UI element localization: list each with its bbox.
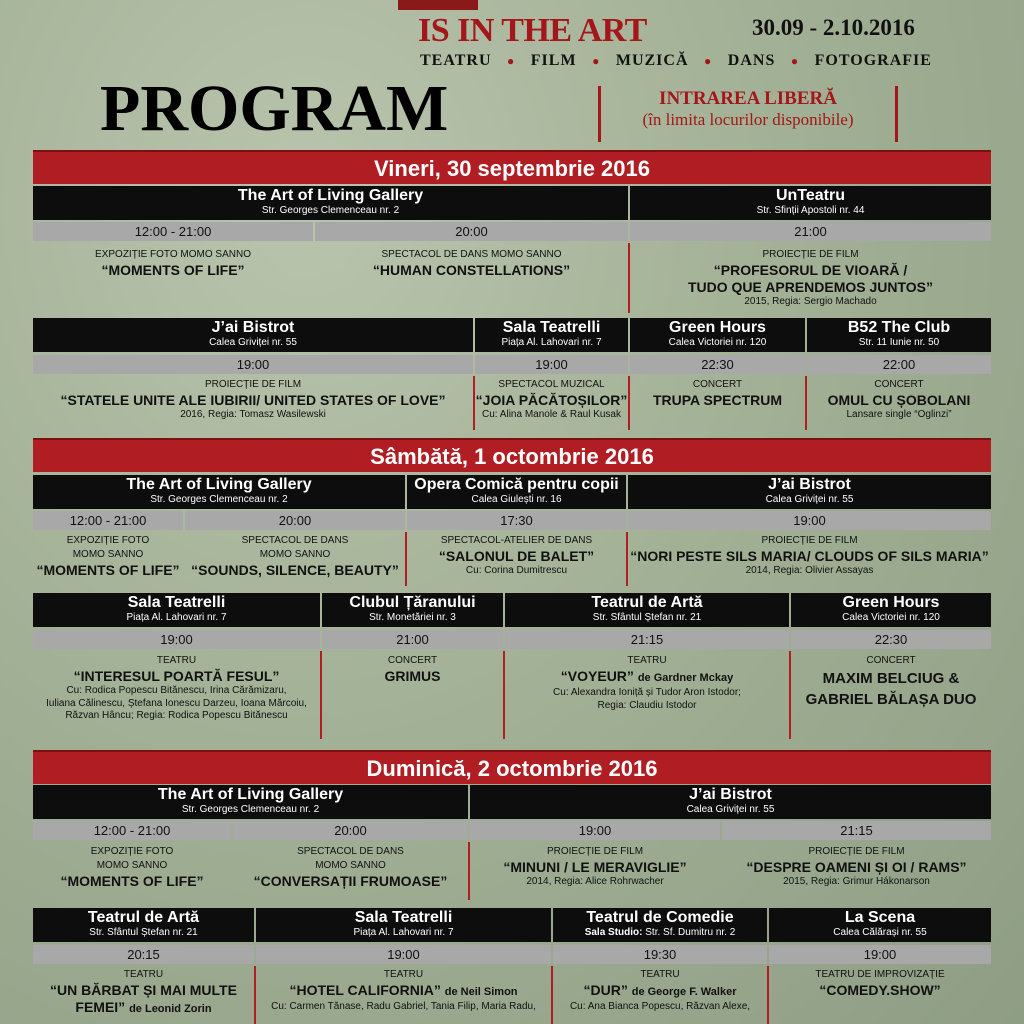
- event: [628, 534, 991, 578]
- program-heading: PROGRAM: [100, 72, 449, 145]
- event-author: de Neil Simon: [444, 986, 518, 998]
- free-entry-box: [598, 86, 898, 142]
- event: [475, 378, 628, 422]
- event-details: Cu: Alina Manole & Raul Kusak: [482, 409, 621, 420]
- venue-address: Str. Sfântul Ștefan nr. 21: [592, 612, 702, 623]
- venue-header: [807, 318, 991, 352]
- venue-name: J’ai Bistrot: [211, 319, 295, 336]
- time-slot: 20:15: [33, 945, 254, 964]
- event-title: “HOTEL CALIFORNIA”: [289, 982, 441, 998]
- venue-header: [630, 186, 991, 220]
- event-details: Cu: Carmen Tănase, Radu Gabriel, Tania Filip, Maria Radu,: [271, 1001, 536, 1012]
- event-category: CONCERT: [692, 379, 743, 390]
- event-details: Lansare single “Oglinzi”: [846, 409, 952, 420]
- event-category: SPECTACOL DE DANS MOMO SANNO: [381, 249, 562, 260]
- venue-header: [33, 318, 473, 352]
- venue-header: [630, 318, 805, 352]
- category-item: DANS: [727, 52, 776, 69]
- venue-address: Piața Al. Lahovari nr. 7: [126, 612, 227, 623]
- event-details: 2014, Regia: Alice Rohrwacher: [526, 876, 664, 887]
- venue-hall: Sala Studio:: [584, 927, 643, 938]
- venue-address: Str. Georges Clemenceau nr. 2: [261, 205, 400, 216]
- day-header: Vineri, 30 septembrie 2016: [33, 150, 991, 184]
- category-item: TEATRU: [420, 52, 492, 69]
- event-title: “UN BĂRBAT ȘI MAI MULTE: [50, 982, 237, 998]
- event: [233, 845, 468, 890]
- venue-address: Calea Griviței nr. 55: [686, 804, 775, 815]
- event-category: TEATRU: [383, 969, 424, 980]
- event-category: SPECTACOL MUZICAL: [498, 379, 605, 390]
- event: [256, 968, 551, 1014]
- event-details: 2016, Regia: Tomasz Wasilewski: [180, 409, 326, 420]
- event: [807, 378, 991, 422]
- venue-address: Str. 11 Iunie nr. 50: [858, 337, 940, 348]
- event: [722, 845, 991, 889]
- venue-address: Str. Monetăriei nr. 3: [369, 612, 456, 623]
- event-category: PROIECȚIE DE FILM: [761, 535, 858, 546]
- event: [33, 654, 320, 723]
- event-title: “HUMAN CONSTELLATIONS”: [372, 262, 571, 278]
- time-slot: 17:30: [407, 511, 626, 530]
- time-slot: 19:00: [470, 821, 720, 840]
- venue-address: Str. Georges Clemenceau nr. 2: [150, 494, 288, 505]
- time-slot: 19:00: [475, 355, 628, 374]
- event-category: SPECTACOL DE DANS: [297, 846, 404, 857]
- event-details: Cu: Rodica Popescu Bitănescu, Irina Cărămizaru,: [66, 685, 287, 696]
- event-author: de Gardner Mckay: [637, 672, 734, 684]
- event-category: MOMO SANNO: [315, 860, 386, 871]
- time-slot: 20:00: [315, 222, 628, 241]
- event: [33, 248, 313, 279]
- event-category: PROIECȚIE DE FILM: [204, 379, 302, 390]
- event-title: “CONVERSAȚII FRUMOASE”: [253, 873, 448, 889]
- event-title: “MINUNI / LE MERAVIGLIE”: [503, 859, 687, 875]
- bullet-icon: ●: [592, 53, 601, 68]
- event-details: Cu: Alexandra Ioniță și Tudor Aron Istodor;: [553, 687, 741, 698]
- venue-address: Str. Sf. Dumitru nr. 2: [645, 927, 736, 938]
- time-slot: 12:00 - 21:00: [33, 222, 313, 241]
- venue-name: UnTeatru: [775, 187, 846, 204]
- category-list: [420, 52, 932, 70]
- event: [470, 845, 720, 889]
- event-author: de George F. Walker: [631, 986, 737, 998]
- venue-address: Calea Victoriei nr. 120: [668, 337, 767, 348]
- event: [769, 968, 991, 999]
- time-slot: 21:00: [630, 222, 991, 241]
- event-category: TEATRU: [640, 969, 680, 980]
- event-title: OMUL CU ȘOBOLANI: [827, 392, 971, 408]
- event-details: Răzvan Hâncu; Regia: Rodica Popescu Bitănescu: [65, 710, 288, 721]
- venue-header: [256, 908, 551, 942]
- event-category: TEATRU DE IMPROVIZAȚIE: [815, 969, 945, 980]
- venue-address: Calea Griviței nr. 55: [765, 494, 854, 505]
- event: [630, 248, 991, 309]
- event-details: Regia: Claudiu Istodor: [597, 699, 697, 711]
- event: [33, 845, 231, 890]
- time-slot: 22:30: [791, 630, 991, 649]
- venue-header: [505, 593, 789, 627]
- venue-address: Str. Sfinții Apostoli nr. 44: [756, 205, 865, 216]
- venue-name: B52 The Club: [847, 319, 951, 336]
- event-title: “MOMENTS OF LIFE”: [36, 562, 180, 578]
- event: [33, 968, 254, 1018]
- venue-address: Calea Griviței nr. 55: [209, 337, 297, 348]
- event-details: Cu: Corina Dumitrescu: [465, 565, 568, 576]
- event-details: 2015, Regia: Sergio Machado: [744, 296, 877, 307]
- festival-dates: 30.09 - 2.10.2016: [752, 15, 915, 40]
- venue-header: [33, 593, 320, 627]
- category-item: FOTOGRAFIE: [814, 52, 932, 69]
- time-slot: 19:30: [553, 945, 767, 964]
- venue-address: Calea Victoriei nr. 120: [842, 612, 940, 623]
- event-category: TEATRU: [156, 655, 197, 666]
- venue-address: Str. Sfântul Ștefan nr. 21: [89, 927, 198, 938]
- venue-name: Sala Teatrelli: [354, 909, 453, 926]
- event-category: CONCERT: [874, 379, 924, 390]
- event-title: TUDO QUE APRENDEMOS JUNTOS”: [687, 279, 934, 295]
- festival-title: IS IN THE ART: [418, 12, 647, 49]
- event-title: “DUR”: [583, 982, 628, 998]
- event: [315, 248, 628, 279]
- venue-name: The Art of Living Gallery: [126, 476, 312, 493]
- event-details: 2015, Regia: Grimur Hákonarson: [783, 876, 930, 887]
- venue-header: [628, 475, 991, 509]
- event-category: PROIECȚIE DE FILM: [546, 846, 644, 857]
- event-title: FEMEI”: [75, 999, 126, 1015]
- time-slot: 19:00: [256, 945, 551, 964]
- event-category: MOMO SANNO: [259, 549, 331, 560]
- venue-name: J’ai Bistrot: [768, 476, 851, 493]
- bullet-icon: ●: [704, 53, 713, 68]
- time-slot: 12:00 - 21:00: [33, 821, 231, 840]
- venue-header: [791, 593, 991, 627]
- event-title: “MOMENTS OF LIFE”: [101, 262, 245, 278]
- time-slot: 19:00: [33, 355, 473, 374]
- venue-address: Piața Al. Lahovari nr. 7: [353, 927, 454, 938]
- event-title: “STATELE UNITE ALE IUBIRII/ UNITED STATES OF LOVE”: [60, 392, 446, 408]
- venue-header: [470, 785, 991, 819]
- event-details: 2014, Regia: Olivier Assayas: [745, 565, 874, 576]
- category-item: FILM: [530, 52, 577, 69]
- event-category: TEATRU: [123, 969, 164, 980]
- venue-header: [553, 908, 767, 942]
- venue-header: [33, 785, 468, 819]
- event-author: de Leonid Zorin: [129, 1003, 212, 1015]
- time-slot: 12:00 - 21:00: [33, 511, 183, 530]
- event-title: TRUPA SPECTRUM: [652, 392, 783, 408]
- event-title: “SALONUL DE BALET”: [438, 548, 595, 564]
- venue-header: [475, 318, 628, 352]
- event-title: MAXIM BELCIUG &: [822, 670, 960, 687]
- venue-name: Teatrul de Artă: [87, 909, 200, 926]
- event-category: TEATRU: [627, 655, 667, 666]
- event-category: EXPOZIȚIE FOTO MOMO SANNO: [95, 249, 251, 260]
- time-slot: 20:00: [185, 511, 405, 530]
- venue-address: Calea Giulești nr. 16: [471, 494, 562, 505]
- event-title: “NORI PESTE SILS MARIA/ CLOUDS OF SILS MARIA”: [630, 548, 989, 564]
- event-category: PROIECȚIE DE FILM: [808, 846, 905, 857]
- event: [185, 534, 405, 579]
- venue-name: Opera Comică pentru copii: [414, 476, 619, 493]
- event: [553, 968, 767, 1014]
- event: [33, 378, 473, 422]
- time-slot: 19:00: [33, 630, 320, 649]
- event-category: CONCERT: [866, 655, 916, 666]
- event-details: Cu: Ana Bianca Popescu, Răzvan Alexe,: [569, 1001, 751, 1012]
- time-slot: 20:00: [233, 821, 468, 840]
- event-title: “MOMENTS OF LIFE”: [60, 873, 204, 889]
- event-title: “PROFESORUL DE VIOARĂ /: [713, 262, 908, 278]
- event-category: EXPOZIȚIE FOTO: [90, 846, 174, 857]
- event-title: GABRIEL BĂLAȘA DUO: [805, 691, 977, 708]
- venue-address: Calea Călărași nr. 55: [833, 927, 927, 938]
- venue-name: J’ai Bistrot: [689, 786, 772, 803]
- venue-address: Piața Al. Lahovari nr. 7: [501, 337, 602, 348]
- day-header: Sâmbătă, 1 octombrie 2016: [33, 438, 991, 472]
- event-title: “JOIA PĂCĂTOȘILOR”: [475, 392, 628, 408]
- event-details: Iuliana Călinescu, Ștefana Ionescu Darzeu, Ioana Mărcoiu,: [46, 697, 307, 709]
- event-category: SPECTACOL DE DANS: [241, 535, 349, 546]
- time-slot: 21:00: [322, 630, 503, 649]
- day-header: Duminică, 2 octombrie 2016: [33, 750, 991, 784]
- event-category: MOMO SANNO: [72, 549, 144, 560]
- event: [791, 654, 991, 710]
- venue-name: Teatrul de Comedie: [586, 909, 734, 926]
- venue-name: The Art of Living Gallery: [157, 786, 344, 803]
- event-category: MOMO SANNO: [96, 860, 168, 871]
- event: [322, 654, 503, 685]
- venue-header: [33, 475, 405, 509]
- venue-header: [322, 593, 503, 627]
- free-entry-label: INTRAREA LIBERĂ: [659, 88, 837, 109]
- free-entry-note: (în limita locurilor disponibile): [642, 110, 854, 129]
- time-slot: 21:15: [505, 630, 789, 649]
- event: [407, 534, 626, 578]
- event: [630, 378, 805, 409]
- event-title: “INTERESUL POARTĂ FESUL”: [73, 668, 280, 684]
- time-slot: 19:00: [628, 511, 991, 530]
- event-category: PROIECȚIE DE FILM: [762, 249, 859, 260]
- venue-address: Str. Georges Clemenceau nr. 2: [181, 804, 320, 815]
- venue-name: La Scena: [844, 909, 916, 926]
- venue-header: [33, 186, 628, 220]
- venue-header: [769, 908, 991, 942]
- event-category: CONCERT: [387, 655, 438, 666]
- venue-header: [33, 908, 254, 942]
- time-slot: 22:30: [630, 355, 805, 374]
- venue-name: Sala Teatrelli: [502, 319, 601, 336]
- event: [505, 654, 789, 712]
- event-category: EXPOZIȚIE FOTO: [66, 535, 150, 546]
- festival-logo-fragment: [398, 0, 478, 10]
- venue-header: [407, 475, 626, 509]
- bullet-icon: ●: [790, 53, 800, 68]
- event-title: GRIMUS: [384, 668, 441, 684]
- venue-name: The Art of Living Gallery: [237, 187, 424, 204]
- event-title: “COMEDY.SHOW”: [819, 982, 941, 998]
- event-category: SPECTACOL-ATELIER DE DANS: [440, 535, 593, 546]
- time-slot: 19:00: [769, 945, 991, 964]
- venue-name: Teatrul de Artă: [591, 594, 703, 611]
- time-slot: 21:15: [722, 821, 991, 840]
- venue-name: Sala Teatrelli: [127, 594, 226, 611]
- time-slot: 22:00: [807, 355, 991, 374]
- category-item: MUZICĂ: [615, 52, 689, 69]
- event-title: “SOUNDS, SILENCE, BEAUTY”: [191, 562, 399, 578]
- venue-name: Green Hours: [842, 594, 940, 611]
- event-title: “VOYEUR”: [560, 668, 634, 684]
- bullet-icon: ●: [507, 53, 516, 68]
- venue-name: Green Hours: [669, 319, 766, 336]
- event-title: “DESPRE OAMENI ȘI OI / RAMS”: [746, 859, 967, 875]
- venue-name: Clubul Țăranului: [349, 594, 476, 611]
- event: [33, 534, 183, 579]
